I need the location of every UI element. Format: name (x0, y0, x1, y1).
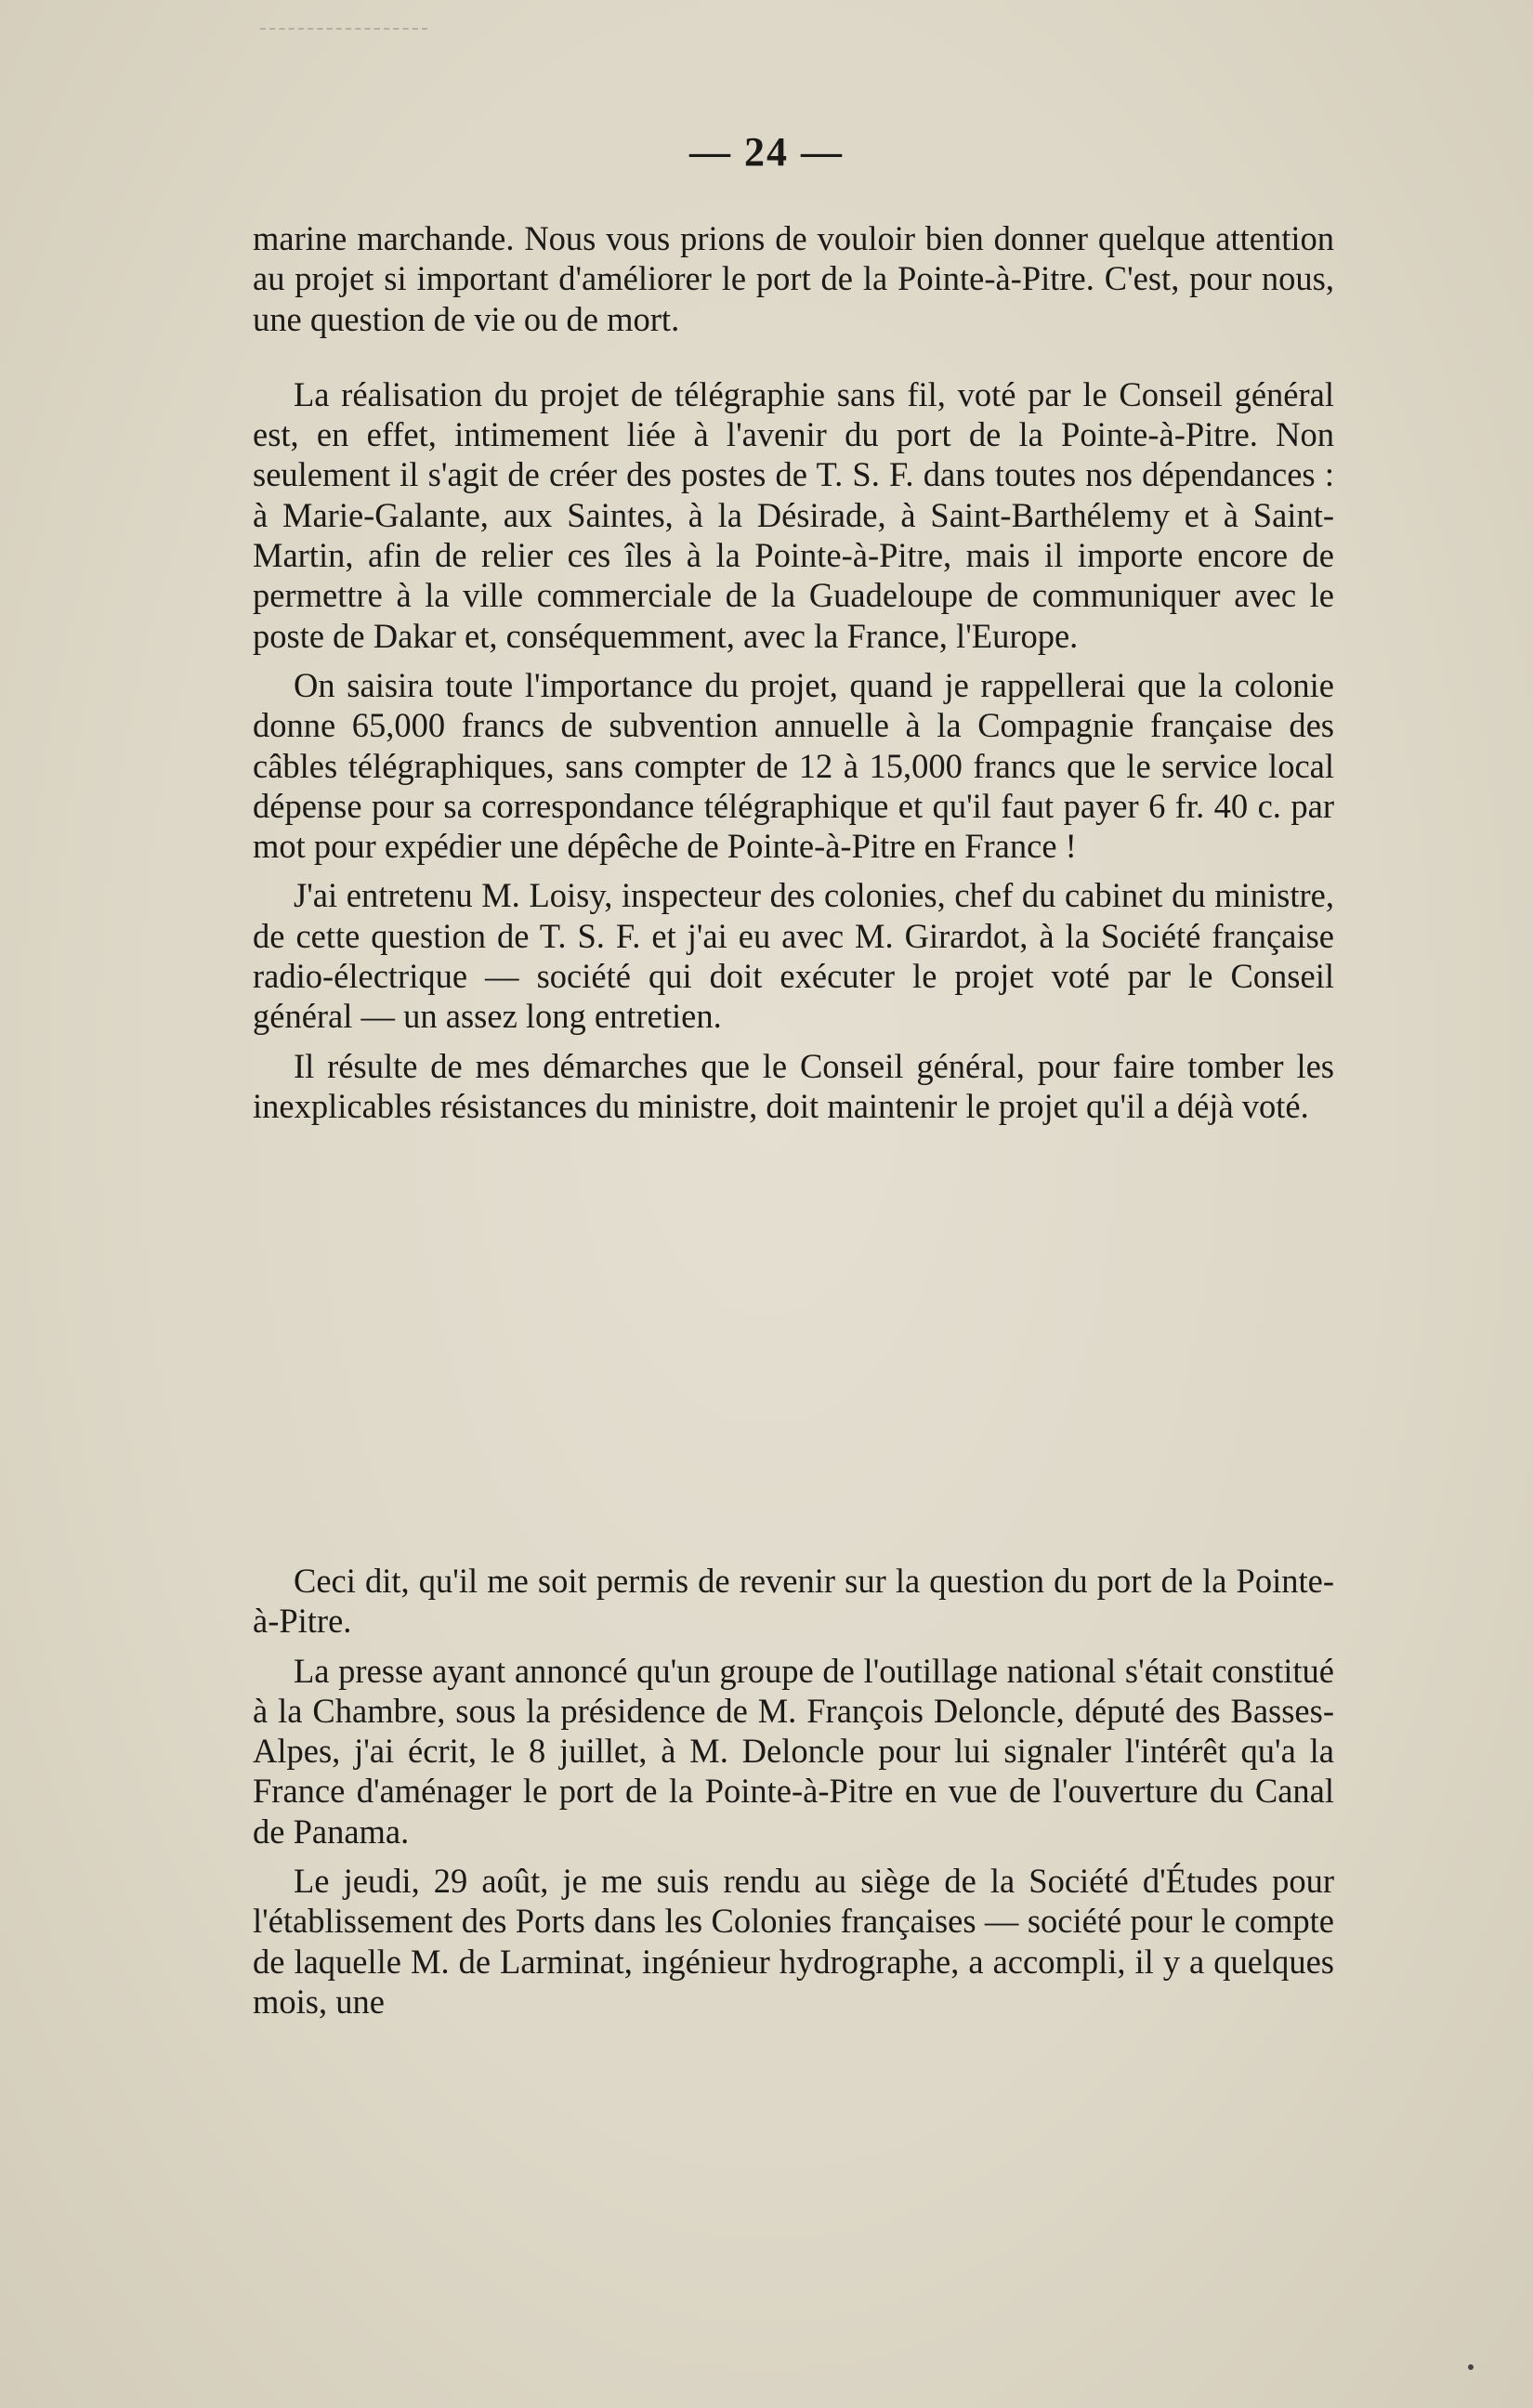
paragraph-continuation: marine marchande. Nous vous prions de vouloir bien donner quelque attention au projet si important d'améliorer le port de la Pointe-à-Pitre. C'est, pour nous, une question de vie ou de mort. (253, 219, 1334, 338)
text-block-upper (253, 218, 1334, 1126)
text-block-lower (253, 1561, 1334, 2022)
paragraph-deloncle: La presse ayant annoncé qu'un groupe de l'outillage national s'était constitué à la Chambre, sous la présidence de M. François Deloncle, député des Basses-Alpes, j'ai écrit, le 8 juillet, à M. Deloncle pour lui signaler l'intérêt qu'a la France d'aménager le port de la Pointe-à-Pitre en vue de l'ouverture du Canal de Panama. (253, 1651, 1334, 1851)
scan-speck (1468, 2364, 1474, 2370)
paragraph-loisy-girardot: J'ai entretenu M. Loisy, inspecteur des colonies, chef du cabinet du ministre, de cette question de T. S. F. et j'ai eu avec M. Girardot, à la Société française radio-électrique — société qui doit exécuter le projet voté par le Conseil général — un assez long entretien. (253, 876, 1334, 1036)
paragraph-port-question: Ceci dit, qu'il me soit permis de revenir sur la question du port de la Pointe-à-Pitre. (253, 1562, 1334, 1641)
scan-smudge (260, 28, 427, 67)
paragraph-tsf-project: La réalisation du projet de télégraphie sans fil, voté par le Conseil général est, en effet, intimement liée à l'avenir du port de la Pointe-à-Pitre. Non seulement il s'agit de créer des postes de T. S. F. dans toutes nos dépendances : à Marie-Galante, aux Saintes, à la Désirade, à Saint-Barthélemy et à Saint-Martin, afin de relier ces îles à la Pointe-à-Pitre, mais il importe encore de permettre à la ville commerciale de la Guadeloupe de communiquer avec le poste de Dakar et, conséquemment, avec la France, l'Europe. (253, 374, 1334, 655)
paragraph-visit-society: Le jeudi, 29 août, je me suis rendu au siège de la Société d'Études pour l'établissement des Ports dans les Colonies françaises — société pour le compte de laquelle M. de Larminat, ingénieur hydrographe, a accompli, il y a quelques mois, une (253, 1862, 1334, 2021)
paragraph-subsidy: On saisira toute l'importance du projet, quand je rappellerai que la colonie donne 65,000 francs de subvention annuelle à la Compagnie française des câbles télégraphiques, sans compter de 12 à 15,000 francs que le service local dépense pour sa correspondance télégraphique et qu'il faut payer 6 fr. 40 c. par mot pour expédier une dépêche de Pointe-à-Pitre en France ! (253, 665, 1334, 866)
page-number: — 24 — (689, 129, 844, 175)
paragraph-result: Il résulte de mes démarches que le Conseil général, pour faire tomber les inexplicables résistances du ministre, doit maintenir le projet qu'il a déjà voté. (253, 1046, 1334, 1125)
